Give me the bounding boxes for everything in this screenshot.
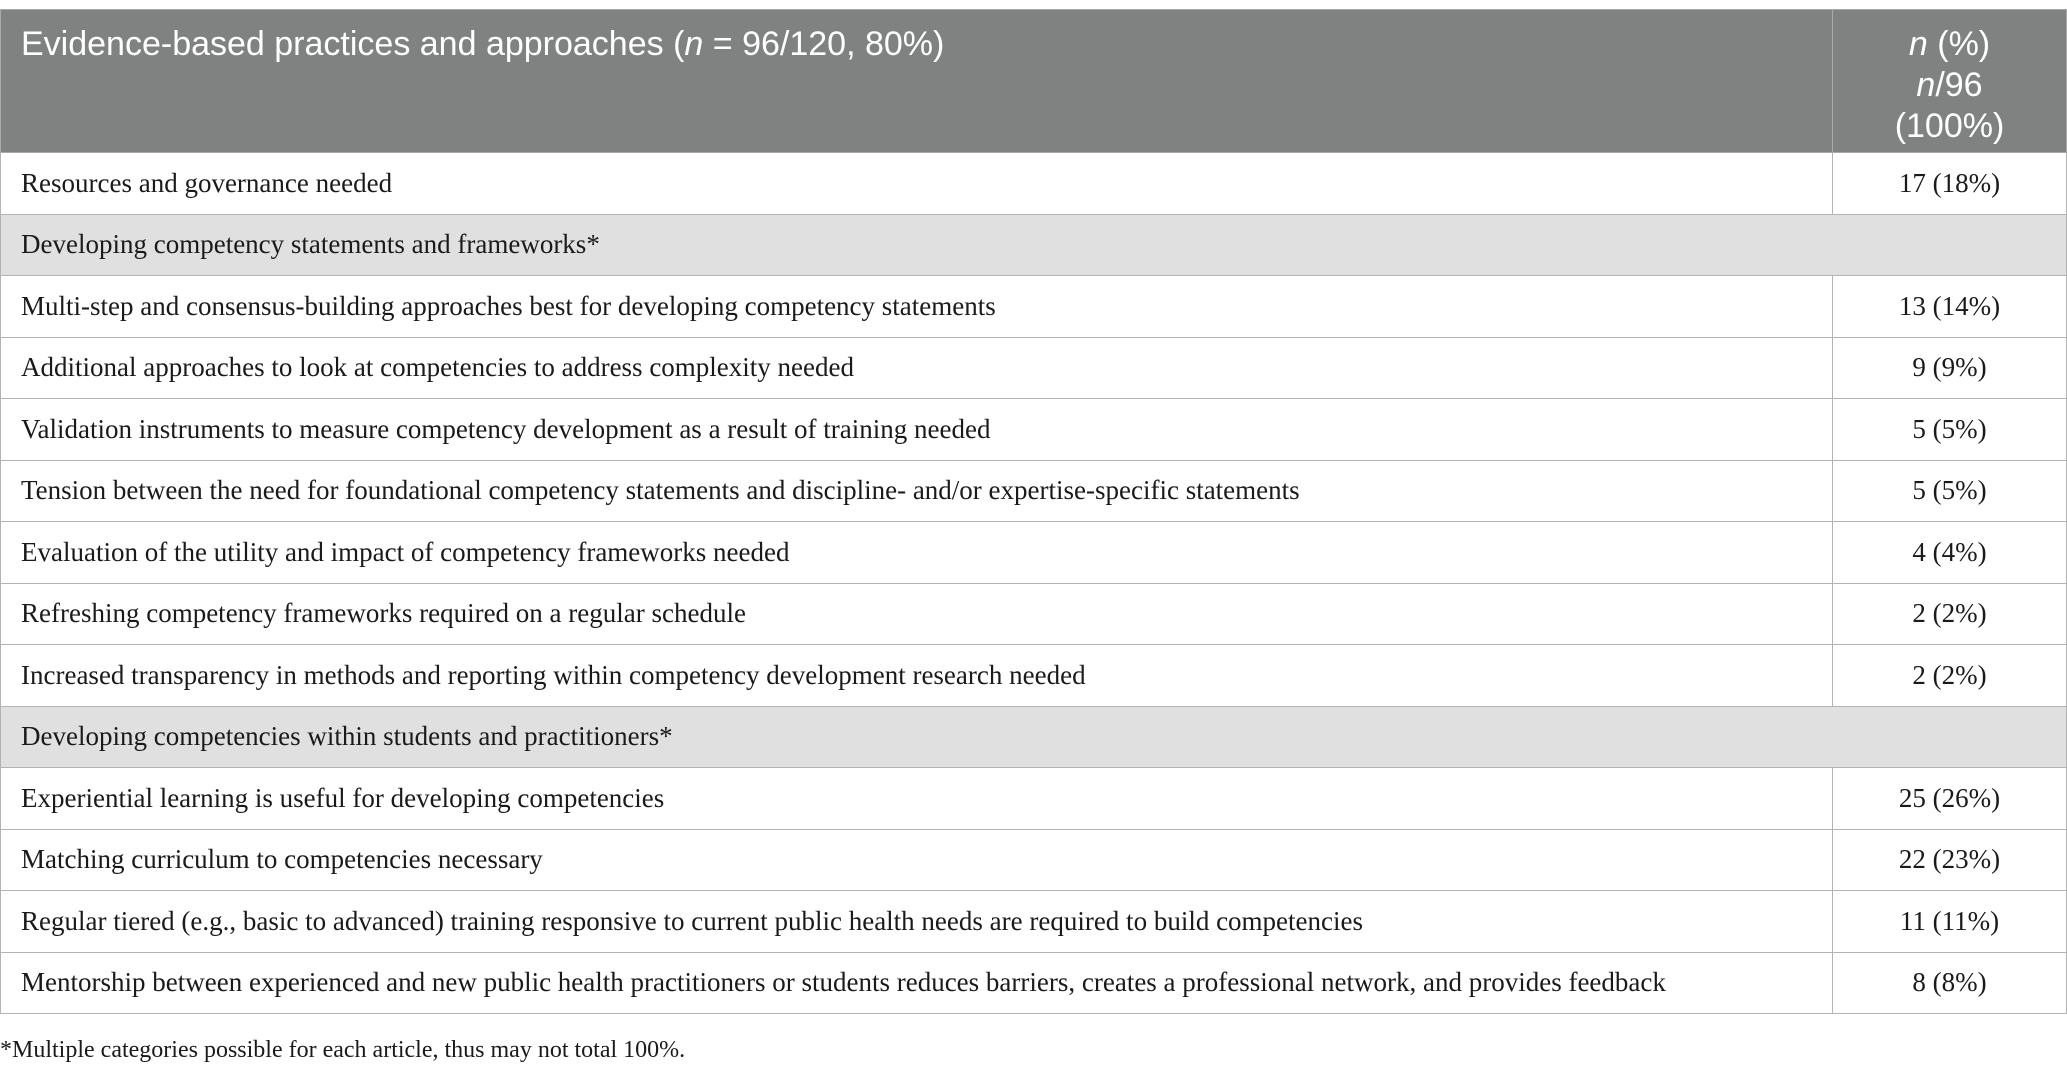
- section-label: Developing competency statements and frameworks*: [1, 214, 2067, 276]
- header-count-line3: (100%): [1894, 107, 2005, 145]
- row-label: Resources and governance needed: [1, 153, 1833, 215]
- header-practices-n: n: [684, 25, 704, 63]
- row-value: 4 (4%): [1833, 522, 2067, 584]
- header-practices: [1, 10, 1833, 153]
- table-row: [1, 645, 2067, 707]
- row-label: Increased transparency in methods and reporting within competency development research needed: [1, 645, 1833, 707]
- row-label: Matching curriculum to competencies necessary: [1, 829, 1833, 891]
- row-value: 5 (5%): [1833, 460, 2067, 522]
- header-row: [1, 10, 2067, 153]
- table-row: [1, 768, 2067, 830]
- row-label: Evaluation of the utility and impact of competency frameworks needed: [1, 522, 1833, 584]
- row-label: Multi-step and consensus-building approaches best for developing competency statements: [1, 276, 1833, 338]
- header-count-n1: n: [1908, 25, 1928, 63]
- row-value: 17 (18%): [1833, 153, 2067, 215]
- table-header: [1, 10, 2067, 153]
- row-label: Mentorship between experienced and new public health practitioners or students reduces barriers, creates a professional network, and provides feedback: [1, 952, 1833, 1014]
- row-value: 9 (9%): [1833, 337, 2067, 399]
- row-label: Experiential learning is useful for developing competencies: [1, 768, 1833, 830]
- table-row: [1, 276, 2067, 338]
- row-label: Regular tiered (e.g., basic to advanced) training responsive to current public health needs are required to build competencies: [1, 891, 1833, 953]
- row-value: 2 (2%): [1833, 645, 2067, 707]
- row-value: 13 (14%): [1833, 276, 2067, 338]
- header-practices-prefix: Evidence-based practices and approaches (: [21, 25, 685, 63]
- table-footnote: *Multiple categories possible for each article, thus may not total 100%.: [0, 1037, 686, 1063]
- row-value: 5 (5%): [1833, 399, 2067, 461]
- evidence-practices-table: [0, 9, 2067, 1014]
- row-label: Additional approaches to look at competencies to address complexity needed: [1, 337, 1833, 399]
- section-row: [1, 214, 2067, 276]
- row-value: 22 (23%): [1833, 829, 2067, 891]
- table-row: [1, 337, 2067, 399]
- header-count: [1833, 10, 2067, 153]
- row-label: Refreshing competency frameworks required on a regular schedule: [1, 583, 1833, 645]
- header-count-line1: (%): [1927, 25, 1991, 63]
- row-value: 2 (2%): [1833, 583, 2067, 645]
- table-row: [1, 399, 2067, 461]
- table-row: [1, 153, 2067, 215]
- row-value: 11 (11%): [1833, 891, 2067, 953]
- table-row: [1, 829, 2067, 891]
- header-practices-suffix: = 96/120, 80%): [703, 25, 945, 63]
- row-label: Validation instruments to measure competency development as a result of training needed: [1, 399, 1833, 461]
- row-label: Tension between the need for foundational competency statements and discipline- and/or expertise-specific statements: [1, 460, 1833, 522]
- table-container: [0, 9, 2066, 1014]
- row-value: 25 (26%): [1833, 768, 2067, 830]
- table-row: [1, 891, 2067, 953]
- section-row: [1, 706, 2067, 768]
- table-row: [1, 460, 2067, 522]
- table-row: [1, 522, 2067, 584]
- section-label: Developing competencies within students and practitioners*: [1, 706, 2067, 768]
- row-value: 8 (8%): [1833, 952, 2067, 1014]
- table-row: [1, 583, 2067, 645]
- table-row: [1, 952, 2067, 1014]
- header-count-n2: n: [1916, 66, 1936, 104]
- header-count-line2: /96: [1935, 66, 1983, 104]
- table-body: [1, 153, 2067, 1014]
